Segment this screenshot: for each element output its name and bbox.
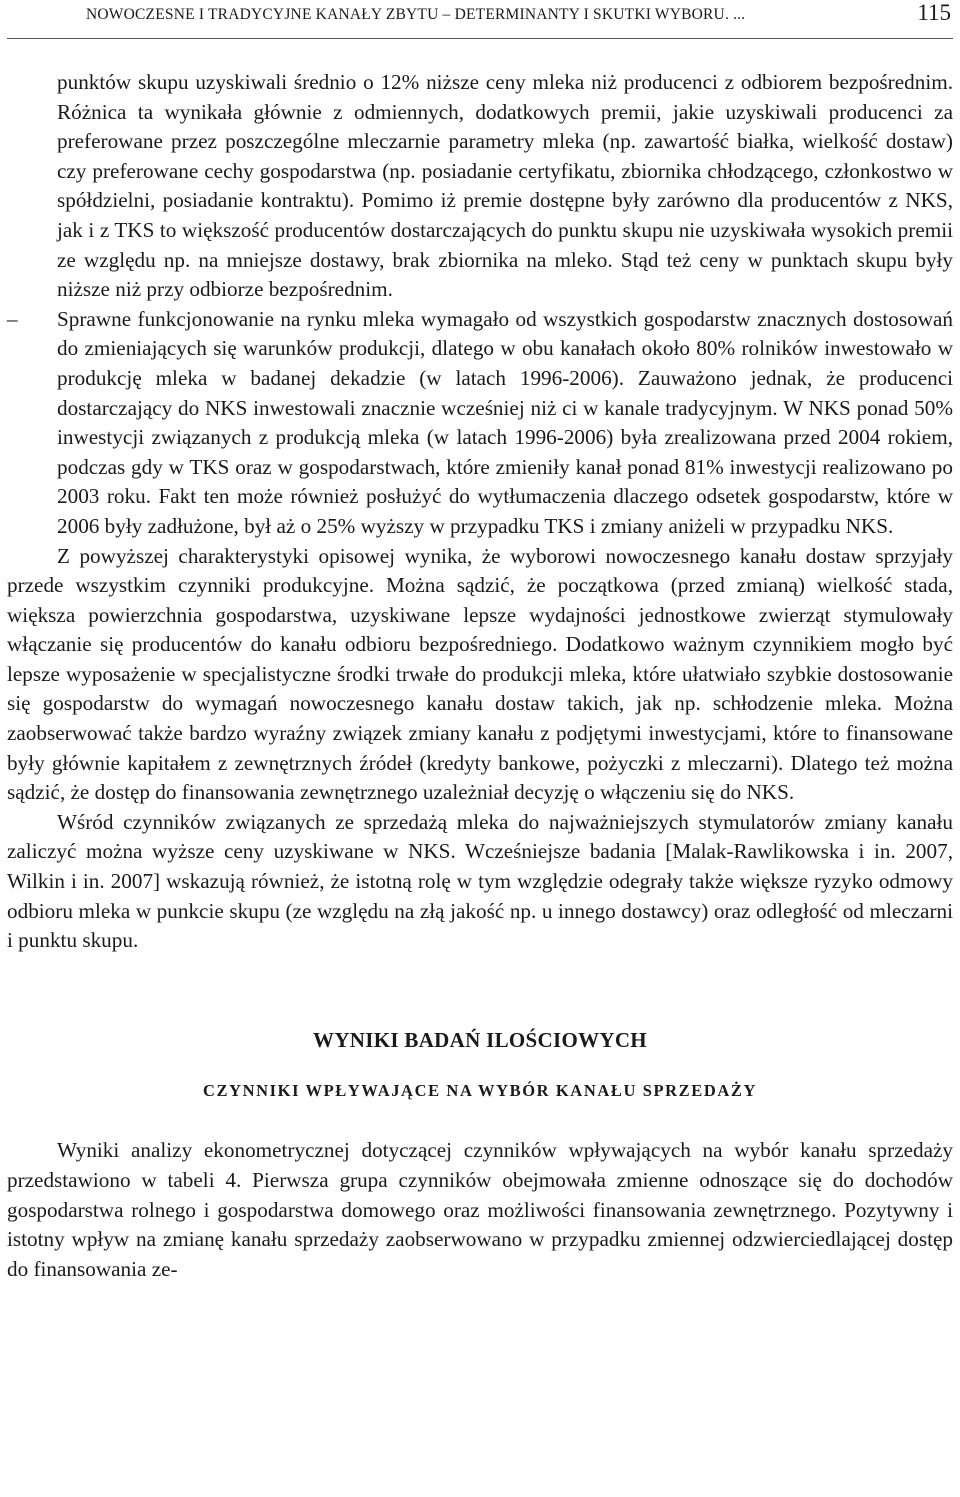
section-heading: WYNIKI BADAŃ ILOŚCIOWYCH (313, 1027, 647, 1052)
list-dash: – (7, 306, 18, 331)
section-spacer (7, 956, 953, 1026)
subsection-heading: CZYNNIKI WPŁYWAJĄCE NA WYBÓR KANAŁU SPRZEDAŻY (202, 1081, 758, 1101)
dash-list-item (7, 305, 953, 542)
header-divider (7, 38, 953, 39)
paragraph-sales-factors: Wśród czynników związanych ze sprzedażą mleka do najważniejszych stymulatorów zmiany kanału zaliczyć można wyższe ceny uzyskiwane w NKS. Wcześniejsze badania [Malak-Rawlikowska i in. 2007, Wilkin i in. 2007] wskazują również, że istotną rolę w tym względzie odegrały także większe ryzyko odmowy odbioru mleka w punkcie skupu (ze względu na złą jakość np. u innego dostawcy) oraz odległość od mleczarni i punktu skupu. (7, 809, 953, 953)
paragraph-econometric-results: Wyniki analizy ekonometrycznej dotyczącej czynników wpływających na wybór kanału sprzedaży przedstawiono w tabeli 4. Pierwsza grupa czynników obejmowała zmienne odnoszące się do dochodów gospodarstwa rolnego i gospodarstwa domowego oraz możliwości finansowania zewnętrznego. Pozytywny i istotny wpływ na zmianę kanału sprzedaży zaobserwowano w przypadku zmiennej odzwierciedlającej dostęp do finansowania ze- (7, 1138, 953, 1281)
document-body (7, 68, 953, 1284)
paragraph-summary: Z powyższej charakterystyki opisowej wynika, że wyborowi nowoczesnego kanału dostaw sprzyjały przede wszystkim czynniki produkcyjne. Można sądzić, że początkowa (przed zmianą) wielkość stada, większa powierzchnia gospodarstwa, uzyskiwane lepsze wydajności jednostkowe zwierząt stymulowały włączanie się producentów do kanału odbioru bezpośredniego. Dodatkowo ważnym czynnikiem mogło być lepsze wyposażenie w specjalistyczne środki trwałe do produkcji mleka, które ułatwiało szybkie dostosowanie się gospodarstw do wymagań nowoczesnego kanału dostaw takich, jak np. schłodzenie mleka. Można zaobserwować także bardzo wyraźny związek zmiany kanału z podjętymi inwestycjami, które to finansowane były głównie kapitałem z zewnętrznych źródeł (kredyty bankowe, pożyczki z mleczarni). Dlatego też można sądzić, że dostęp do finansowania zewnętrznego uzależniał decyzję o włączeniu się do NKS. (7, 543, 953, 805)
dash-list-item-text: Sprawne funkcjonowanie na rynku mleka wymagało od wszystkich gospodarstw znacznych dostosowań do zmieniających się warunków produkcji, dlatego w obu kanałach około 80% rolników inwestowało w produkcję mleka w badanej dekadzie (w latach 1996-2006). Zauważono jednak, że producenci dostarczający do NKS inwestowali znacznie wcześniej niż ci w kanale tradycyjnym. W NKS ponad 50% inwestycji związanych z produkcją mleka (w latach 1996-2006) była zrealizowana przed 2004 rokiem, podczas gdy w TKS oraz w gospodarstwach, które zmieniły kanał ponad 81% inwestycji realizowano po 2003 roku. Fakt ten może również posłużyć do wytłumaczenia dlaczego odsetek gospodarstw, które w 2006 były zadłużone, był aż o 25% wyższy w przypadku TKS i zmiany aniżeli w przypadku NKS. (57, 306, 953, 538)
page-number: 115 (917, 0, 951, 25)
running-header-title: NOWOCZESNE I TRADYCYJNE KANAŁY ZBYTU – DETERMINANTY I SKUTKI WYBORU. ... (86, 6, 746, 23)
subsection-spacer (7, 1103, 953, 1136)
paragraph-continued: punktów skupu uzyskiwali średnio o 12% niższe ceny mleka niż producenci z odbiorem bezpośrednim. Różnica ta wynikała głównie z odmiennych, dodatkowych premii, jakie uzyskiwali producenci za preferowane przez poszczególne mleczarnie parametry mleka (np. zawartość białka, wielkość dostaw) czy preferowane cechy gospodarstwa (np. posiadanie certyfikatu, zbiornika chłodzącego, członkostwo w spółdzielni, posiadanie kontraktu). Pomimo iż premie dostępne były zarówno dla producentów z NKS, jak i z TKS to większość producentów dostarczających do punktu skupu nie uzyskiwała wysokich premii ze względu np. na mniejsze dostawy, brak zbiornika na mleko. Stąd też ceny w punktach skupu były niższe niż przy odbiorze bezpośrednim. (57, 70, 953, 302)
